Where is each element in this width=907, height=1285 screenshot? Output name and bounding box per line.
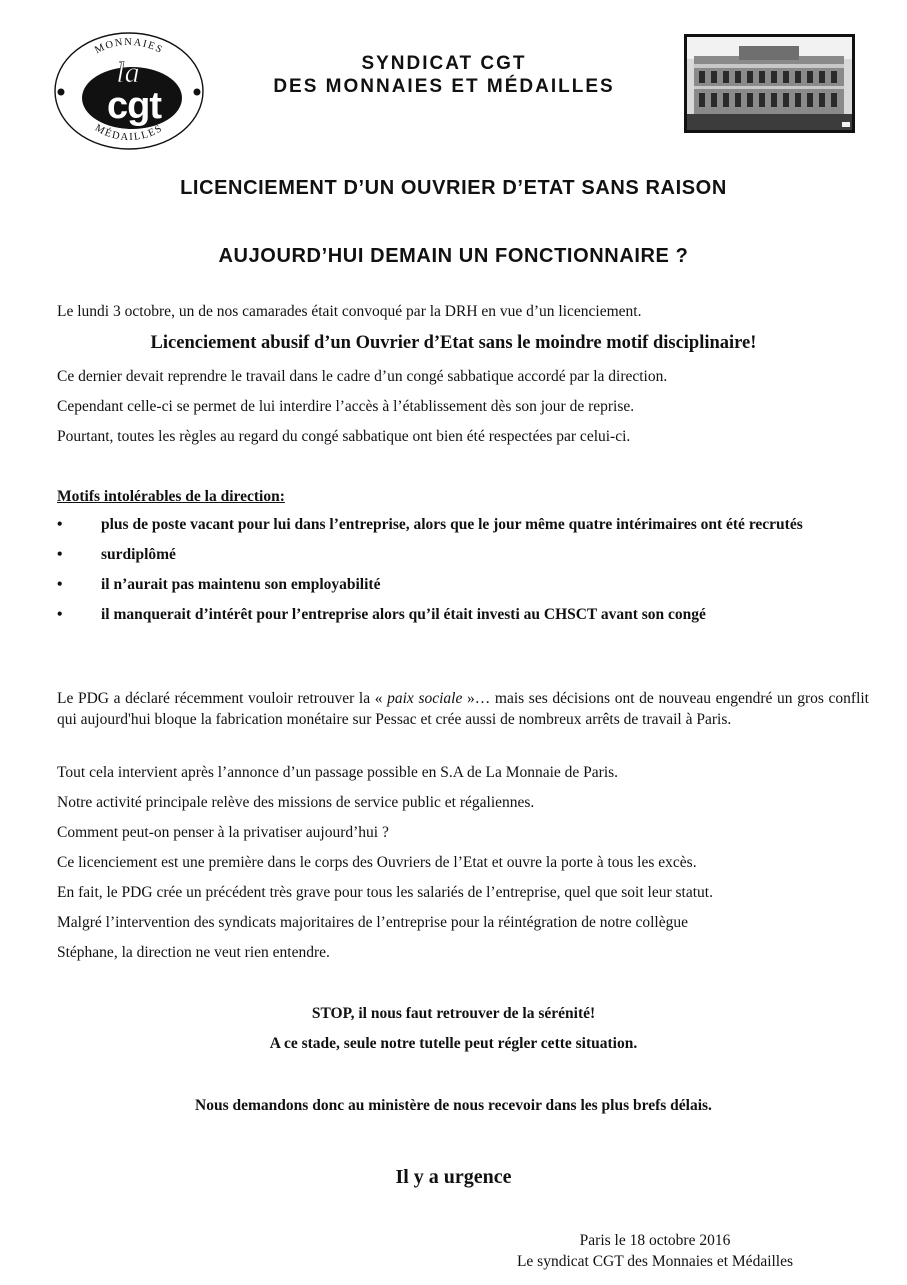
building-photo-graphic	[684, 34, 855, 133]
pdg-paragraph	[57, 688, 869, 730]
call-stop: STOP, il nous faut retrouver de la sérénité!	[311, 1005, 596, 1022]
logo-brand: cgt	[107, 85, 161, 127]
call-tutelle: A ce stade, seule notre tutelle peut régler cette situation.	[269, 1035, 638, 1052]
context-line: Cependant celle-ci se permet de lui interdire l’accès à l’établissement dès son jour de reprise.	[57, 398, 635, 415]
cgt-logo-graphic	[52, 30, 206, 152]
union-name-line1: SYNDICAT CGT	[361, 53, 527, 74]
list-item	[57, 515, 869, 535]
logo-ring-top-text: MONNAIES	[93, 37, 165, 57]
list-item	[57, 545, 869, 565]
signature-date: Paris le 18 octobre 2016	[579, 1232, 731, 1249]
signature-org: Le syndicat CGT des Monnaies et Médailles	[516, 1253, 794, 1270]
body-line: Comment peut-on penser à la privatiser aujourd’hui ?	[57, 824, 389, 841]
logo-script-word: la	[116, 56, 140, 89]
body-line: En fait, le PDG crée un précédent très grave pour tous les salariés de l’entreprise, quel que soit leur statut.	[57, 884, 713, 901]
motifs-title: Motifs intolérables de la direction:	[57, 488, 285, 505]
body-line: Stéphane, la direction ne veut rien entendre.	[57, 944, 330, 961]
body-line: Tout cela intervient après l’annonce d’un passage possible en S.A de La Monnaie de Paris.	[57, 764, 619, 781]
list-item-text: surdiplômé	[101, 546, 176, 563]
list-item-text: plus de poste vacant pour lui dans l’entreprise, alors que le jour même quatre intérimaires ont été recrutés	[101, 516, 803, 533]
body-line: Notre activité principale relève des missions de service public et régaliennes.	[57, 794, 535, 811]
call-demand: Nous demandons donc au ministère de nous recevoir dans les plus brefs délais.	[195, 1097, 712, 1114]
cgt-logo	[52, 30, 206, 152]
context-line: Pourtant, toutes les règles au regard du congé sabbatique ont bien été respectées par celui-ci.	[57, 428, 631, 445]
pdg-text-after: »… mais ses décisions ont de nouveau engendré un gros conflit qui aujourd'hui bloque la fabrication monétaire sur Pessac et crée aussi de nombreux arrêts de travail à Paris.	[57, 690, 869, 728]
intro-paragraph: Le lundi 3 octobre, un de nos camarades était convoqué par la DRH en vue d’un licenciement.	[57, 303, 642, 320]
building-photo	[684, 34, 855, 133]
call-urgence: Il y a urgence	[395, 1166, 512, 1188]
body-line: Ce licenciement est une première dans le corps des Ouvriers de l’Etat et ouvre la porte à tous les excès.	[57, 854, 697, 871]
list-item-text: il manquerait d’intérêt pour l’entreprise alors qu’il était investi au CHSCT avant son congé	[101, 606, 706, 623]
list-item	[57, 605, 869, 625]
sub-headline: AUJOURD’HUI DEMAIN UN FONCTIONNAIRE ?	[218, 245, 689, 267]
union-header	[210, 52, 678, 98]
logo-ring-bottom-text: MÉDAILLES	[92, 122, 166, 144]
pdg-quote: paix sociale	[387, 690, 463, 707]
body-line: Malgré l’intervention des syndicats majoritaires de l’entreprise pour la réintégration de notre collègue	[57, 914, 688, 931]
union-name-line2: DES MONNAIES ET MÉDAILLES	[273, 76, 615, 97]
list-item-text: il n’aurait pas maintenu son employabilité	[101, 576, 381, 593]
main-headline: LICENCIEMENT D’UN OUVRIER D’ETAT SANS RAISON	[180, 177, 727, 199]
bullet-icon: •	[57, 516, 63, 533]
bullet-icon: •	[57, 546, 63, 563]
subhead: Licenciement abusif d’un Ouvrier d’Etat sans le moindre motif disciplinaire!	[150, 333, 757, 353]
list-item	[57, 575, 869, 595]
bullet-icon: •	[57, 576, 63, 593]
motifs-list	[57, 515, 869, 635]
bullet-icon: •	[57, 606, 63, 623]
context-line: Ce dernier devait reprendre le travail dans le cadre d’un congé sabbatique accordé par la direction.	[57, 368, 668, 385]
pdg-text-before: Le PDG a déclaré récemment vouloir retrouver la «	[57, 690, 388, 707]
